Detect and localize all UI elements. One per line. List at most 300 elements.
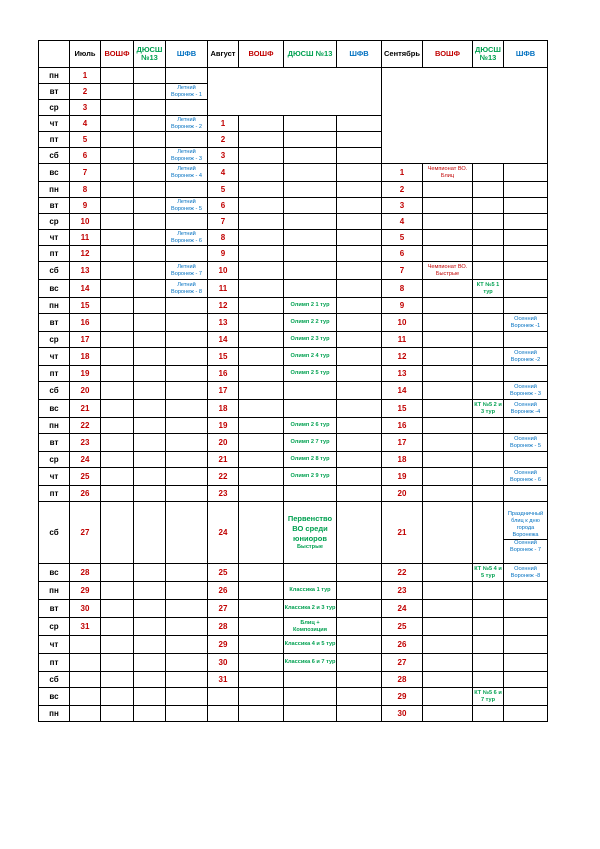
july-shfv-cell <box>166 400 208 418</box>
august-dyussh-cell <box>284 382 337 400</box>
weekday-cell: вт <box>39 198 70 214</box>
august-dyussh-cell <box>284 214 337 230</box>
july-vosh-cell <box>101 400 134 418</box>
september-vosh-cell <box>423 564 473 582</box>
september-dyussh-cell: КТ №5 1 тур <box>473 280 504 298</box>
august-day <box>208 688 239 706</box>
september-shfv-cell <box>504 706 548 722</box>
july-vosh-cell <box>101 280 134 298</box>
august-shfv-cell <box>337 564 382 582</box>
september-dyussh-cell <box>473 314 504 332</box>
weekday-cell: пт <box>39 366 70 382</box>
july-day: 11 <box>70 230 101 246</box>
july-dyussh-cell <box>134 706 166 722</box>
weekday-cell: чт <box>39 636 70 654</box>
august-shfv-cell <box>337 280 382 298</box>
schedule-table <box>38 40 548 722</box>
weekday-cell: пн <box>39 582 70 600</box>
july-vosh-cell <box>101 636 134 654</box>
weekday-cell: чт <box>39 116 70 132</box>
august-shfv-cell <box>337 618 382 636</box>
august-vosh-cell <box>239 214 284 230</box>
weekday-cell: пн <box>39 68 70 84</box>
table-row <box>39 164 548 182</box>
july-dyussh-cell <box>134 214 166 230</box>
july-shfv-cell <box>166 502 208 564</box>
july-day: 10 <box>70 214 101 230</box>
august-day: 29 <box>208 636 239 654</box>
september-day: 30 <box>382 706 423 722</box>
september-shfv-cell <box>504 366 548 382</box>
september-dyussh-cell <box>473 230 504 246</box>
july-shfv-cell <box>166 382 208 400</box>
august-shfv-cell <box>337 262 382 280</box>
september-day: 5 <box>382 230 423 246</box>
july-shfv-cell <box>166 298 208 314</box>
july-vosh-cell <box>101 262 134 280</box>
august-shfv-cell <box>337 400 382 418</box>
july-vosh-cell <box>101 246 134 262</box>
september-shfv-cell <box>504 582 548 600</box>
july-shfv-cell: Летний Воронеж - 3 <box>166 148 208 164</box>
september-dyussh-cell <box>473 182 504 198</box>
july-day: 14 <box>70 280 101 298</box>
august-shfv-cell <box>337 502 382 564</box>
august-day: 31 <box>208 672 239 688</box>
september-vosh-cell <box>423 672 473 688</box>
weekday-cell: вс <box>39 564 70 582</box>
september-shfv-cell: Осенний Воронеж - 5 <box>504 434 548 452</box>
september-day: 10 <box>382 314 423 332</box>
july-day: 18 <box>70 348 101 366</box>
september-day: 6 <box>382 246 423 262</box>
august-shfv-cell <box>337 198 382 214</box>
table-row <box>39 706 548 722</box>
july-day: 22 <box>70 418 101 434</box>
header-july-vosh: ВОШФ <box>101 41 134 68</box>
august-dyussh-cell: Классика 4 и 5 тур <box>284 636 337 654</box>
august-shfv-cell <box>337 636 382 654</box>
weekday-cell: сб <box>39 502 70 564</box>
weekday-cell: ср <box>39 332 70 348</box>
header-august-vosh: ВОШФ <box>239 41 284 68</box>
september-day: 1 <box>382 164 423 182</box>
july-shfv-cell <box>166 246 208 262</box>
july-dyussh-cell <box>134 434 166 452</box>
july-day <box>70 672 101 688</box>
weekday-cell: вс <box>39 400 70 418</box>
august-day: 9 <box>208 246 239 262</box>
september-shfv-cell <box>504 654 548 672</box>
august-day: 24 <box>208 502 239 564</box>
august-day: 22 <box>208 468 239 486</box>
august-shfv-cell <box>337 348 382 366</box>
september-shfv-cell <box>504 332 548 348</box>
july-day: 21 <box>70 400 101 418</box>
august-vosh-cell <box>239 654 284 672</box>
august-vosh-cell <box>239 582 284 600</box>
september-shfv-cell: Осенний Воронеж -2 <box>504 348 548 366</box>
august-vosh-cell <box>239 418 284 434</box>
september-vosh-cell <box>423 582 473 600</box>
september-day: 3 <box>382 198 423 214</box>
september-dyussh-cell <box>473 298 504 314</box>
july-dyussh-cell <box>134 654 166 672</box>
july-dyussh-cell <box>134 246 166 262</box>
weekday-cell: ср <box>39 452 70 468</box>
july-shfv-cell <box>166 332 208 348</box>
july-day: 19 <box>70 366 101 382</box>
weekday-cell: ср <box>39 618 70 636</box>
july-vosh-cell <box>101 68 134 84</box>
august-dyussh-cell: Олимп 2 7 тур <box>284 434 337 452</box>
table-row <box>39 332 548 348</box>
september-vosh-cell: Чемпионат ВО. Быстрые <box>423 262 473 280</box>
august-day: 25 <box>208 564 239 582</box>
weekday-cell: вт <box>39 434 70 452</box>
table-row <box>39 486 548 502</box>
july-vosh-cell <box>101 164 134 182</box>
august-vosh-cell <box>239 246 284 262</box>
august-day: 5 <box>208 182 239 198</box>
july-day: 5 <box>70 132 101 148</box>
august-vosh-cell <box>239 400 284 418</box>
september-shfv-cell <box>504 672 548 688</box>
september-dyussh-cell <box>473 636 504 654</box>
august-dyussh-cell: Блиц + Композиция <box>284 618 337 636</box>
weekday-cell: вт <box>39 314 70 332</box>
september-shfv-cell <box>504 618 548 636</box>
july-shfv-cell: Летний Воронеж - 1 <box>166 84 208 100</box>
july-vosh-cell <box>101 618 134 636</box>
july-day: 30 <box>70 600 101 618</box>
july-vosh-cell <box>101 486 134 502</box>
august-day: 19 <box>208 418 239 434</box>
july-shfv-cell <box>166 100 208 116</box>
table-row <box>39 636 548 654</box>
july-vosh-cell <box>101 182 134 198</box>
august-day <box>208 706 239 722</box>
july-vosh-cell <box>101 230 134 246</box>
july-dyussh-cell <box>134 672 166 688</box>
september-day: 24 <box>382 600 423 618</box>
august-shfv-cell <box>337 332 382 348</box>
july-shfv-cell <box>166 654 208 672</box>
september-dyussh-cell: КТ №5 6 и 7 тур <box>473 688 504 706</box>
august-dyussh-cell: Олимп 2 4 тур <box>284 348 337 366</box>
september-shfv-cell: Осенний Воронеж -4 <box>504 400 548 418</box>
table-row <box>39 468 548 486</box>
september-dyussh-cell <box>473 332 504 348</box>
july-day: 23 <box>70 434 101 452</box>
august-dyussh-cell <box>284 280 337 298</box>
august-shfv-cell <box>337 366 382 382</box>
august-vosh-cell <box>239 618 284 636</box>
july-vosh-cell <box>101 332 134 348</box>
july-day: 13 <box>70 262 101 280</box>
september-dyussh-cell <box>473 672 504 688</box>
july-dyussh-cell <box>134 382 166 400</box>
august-day: 8 <box>208 230 239 246</box>
table-row <box>39 672 548 688</box>
july-day: 12 <box>70 246 101 262</box>
august-vosh-cell <box>239 434 284 452</box>
august-vosh-cell <box>239 452 284 468</box>
august-shfv-cell <box>337 706 382 722</box>
september-vosh-cell <box>423 452 473 468</box>
september-vosh-cell <box>423 366 473 382</box>
header-july-dyussh: ДЮСШ №13 <box>134 41 166 68</box>
junior-championship-title: Первенство ВО среди юниоров <box>287 514 333 543</box>
july-dyussh-cell <box>134 636 166 654</box>
august-shfv-cell <box>337 314 382 332</box>
august-day: 21 <box>208 452 239 468</box>
september-vosh-cell <box>423 314 473 332</box>
july-shfv-cell <box>166 418 208 434</box>
table-row <box>39 452 548 468</box>
july-vosh-cell <box>101 84 134 100</box>
july-dyussh-cell <box>134 332 166 348</box>
september-shfv-cell: Осенний Воронеж - 3 <box>504 382 548 400</box>
weekday-cell: сб <box>39 672 70 688</box>
august-dyussh-cell: Классика 6 и 7 тур <box>284 654 337 672</box>
september-vosh-cell <box>423 486 473 502</box>
autumn-voronezh-event: Осенний Воронеж - 7 <box>509 540 542 554</box>
september-dyussh-cell <box>473 706 504 722</box>
september-day: 17 <box>382 434 423 452</box>
september-dyussh-cell <box>473 164 504 182</box>
july-shfv-cell <box>166 68 208 84</box>
july-dyussh-cell <box>134 418 166 434</box>
september-vosh-cell <box>423 400 473 418</box>
august-day: 13 <box>208 314 239 332</box>
july-shfv-cell <box>166 486 208 502</box>
table-row <box>39 214 548 230</box>
august-day: 15 <box>208 348 239 366</box>
july-dyussh-cell <box>134 198 166 214</box>
august-vosh-cell <box>239 688 284 706</box>
july-day: 8 <box>70 182 101 198</box>
september-shfv-cell <box>504 280 548 298</box>
august-dyussh-cell: Олимп 2 6 тур <box>284 418 337 434</box>
august-vosh-cell <box>239 366 284 382</box>
weekday-cell: сб <box>39 262 70 280</box>
august-shfv-cell <box>337 148 382 164</box>
september-vosh-cell <box>423 706 473 722</box>
july-shfv-cell: Летний Воронеж - 7 <box>166 262 208 280</box>
september-vosh-cell <box>423 654 473 672</box>
july-shfv-cell <box>166 706 208 722</box>
august-dyussh-cell <box>284 246 337 262</box>
september-empty-block <box>382 68 548 164</box>
august-shfv-cell <box>337 132 382 148</box>
september-shfv-cell <box>504 486 548 502</box>
august-day: 20 <box>208 434 239 452</box>
september-shfv-cell <box>504 452 548 468</box>
august-vosh-cell <box>239 314 284 332</box>
september-vosh-cell <box>423 298 473 314</box>
july-day: 24 <box>70 452 101 468</box>
september-day: 13 <box>382 366 423 382</box>
july-day: 7 <box>70 164 101 182</box>
july-dyussh-cell <box>134 564 166 582</box>
july-dyussh-cell <box>134 688 166 706</box>
july-shfv-cell <box>166 468 208 486</box>
august-shfv-cell <box>337 164 382 182</box>
august-day: 7 <box>208 214 239 230</box>
september-shfv-cell <box>504 418 548 434</box>
august-dyussh-cell <box>284 116 337 132</box>
september-dyussh-cell <box>473 366 504 382</box>
august-vosh-cell <box>239 116 284 132</box>
august-vosh-cell <box>239 706 284 722</box>
august-dyussh-cell <box>284 400 337 418</box>
august-vosh-cell <box>239 468 284 486</box>
july-vosh-cell <box>101 688 134 706</box>
september-shfv-cell <box>504 198 548 214</box>
august-vosh-cell <box>239 382 284 400</box>
september-vosh-cell <box>423 636 473 654</box>
table-row <box>39 564 548 582</box>
july-day: 6 <box>70 148 101 164</box>
august-vosh-cell <box>239 132 284 148</box>
september-day: 19 <box>382 468 423 486</box>
september-vosh-cell <box>423 280 473 298</box>
july-shfv-cell <box>166 314 208 332</box>
august-vosh-cell <box>239 600 284 618</box>
weekday-cell: пт <box>39 486 70 502</box>
july-day: 25 <box>70 468 101 486</box>
july-dyussh-cell <box>134 600 166 618</box>
september-day: 23 <box>382 582 423 600</box>
september-day: 4 <box>382 214 423 230</box>
august-shfv-cell <box>337 214 382 230</box>
august-dyussh-cell <box>284 486 337 502</box>
september-vosh-cell <box>423 332 473 348</box>
july-dyussh-cell <box>134 68 166 84</box>
july-shfv-cell <box>166 618 208 636</box>
table-row <box>39 382 548 400</box>
weekday-cell: вс <box>39 688 70 706</box>
august-vosh-cell <box>239 148 284 164</box>
table-row <box>39 68 548 84</box>
september-vosh-cell <box>423 382 473 400</box>
august-dyussh-cell <box>284 198 337 214</box>
july-dyussh-cell <box>134 132 166 148</box>
table-row <box>39 502 548 564</box>
september-shfv-cell: Осенний Воронеж -1 <box>504 314 548 332</box>
august-vosh-cell <box>239 636 284 654</box>
august-dyussh-cell <box>284 672 337 688</box>
august-shfv-cell <box>337 688 382 706</box>
july-dyussh-cell <box>134 400 166 418</box>
september-day: 15 <box>382 400 423 418</box>
august-vosh-cell <box>239 332 284 348</box>
september-dyussh-cell <box>473 382 504 400</box>
header-september: Сентябрь <box>382 41 423 68</box>
september-dyussh-cell <box>473 582 504 600</box>
september-day: 22 <box>382 564 423 582</box>
september-vosh-cell <box>423 618 473 636</box>
august-dyussh-cell <box>284 262 337 280</box>
august-dyussh-cell: Классика 1 тур <box>284 582 337 600</box>
july-dyussh-cell <box>134 486 166 502</box>
header-september-shfv: ШФВ <box>504 41 548 68</box>
august-day: 30 <box>208 654 239 672</box>
august-vosh-cell <box>239 348 284 366</box>
july-day: 31 <box>70 618 101 636</box>
august-shfv-cell <box>337 418 382 434</box>
july-vosh-cell <box>101 198 134 214</box>
september-dyussh-cell <box>473 618 504 636</box>
september-day: 16 <box>382 418 423 434</box>
august-dyussh-cell <box>284 688 337 706</box>
august-day: 14 <box>208 332 239 348</box>
july-dyussh-cell <box>134 100 166 116</box>
july-shfv-cell <box>166 600 208 618</box>
july-day: 2 <box>70 84 101 100</box>
august-day: 26 <box>208 582 239 600</box>
august-vosh-cell <box>239 262 284 280</box>
august-dyussh-cell <box>284 132 337 148</box>
july-dyussh-cell <box>134 618 166 636</box>
july-day: 4 <box>70 116 101 132</box>
august-day: 1 <box>208 116 239 132</box>
august-vosh-cell <box>239 486 284 502</box>
july-dyussh-cell <box>134 502 166 564</box>
july-day: 27 <box>70 502 101 564</box>
august-day: 23 <box>208 486 239 502</box>
weekday-cell: чт <box>39 348 70 366</box>
august-day: 4 <box>208 164 239 182</box>
september-dyussh-cell <box>473 600 504 618</box>
july-vosh-cell <box>101 348 134 366</box>
august-dyussh-cell: Олимп 2 2 тур <box>284 314 337 332</box>
august-day: 17 <box>208 382 239 400</box>
september-day: 18 <box>382 452 423 468</box>
august-dyussh-cell <box>284 164 337 182</box>
table-row <box>39 182 548 198</box>
august-shfv-cell <box>337 486 382 502</box>
july-day <box>70 654 101 672</box>
july-dyussh-cell <box>134 262 166 280</box>
september-day: 28 <box>382 672 423 688</box>
july-shfv-cell <box>166 452 208 468</box>
junior-championship-subtitle: Быстрые <box>297 543 323 550</box>
table-row <box>39 314 548 332</box>
table-row <box>39 654 548 672</box>
september-vosh-cell <box>423 600 473 618</box>
july-day: 29 <box>70 582 101 600</box>
july-shfv-cell <box>166 348 208 366</box>
september-dyussh-cell <box>473 434 504 452</box>
table-row <box>39 366 548 382</box>
july-shfv-cell <box>166 182 208 198</box>
august-vosh-cell <box>239 164 284 182</box>
header-september-dyussh: ДЮСШ №13 <box>473 41 504 68</box>
july-shfv-cell <box>166 582 208 600</box>
weekday-cell: ср <box>39 214 70 230</box>
september-vosh-cell <box>423 198 473 214</box>
july-dyussh-cell <box>134 452 166 468</box>
september-vosh-cell <box>423 418 473 434</box>
september-day: 14 <box>382 382 423 400</box>
july-vosh-cell <box>101 148 134 164</box>
july-vosh-cell <box>101 706 134 722</box>
july-vosh-cell <box>101 452 134 468</box>
weekday-cell: пн <box>39 182 70 198</box>
table-row <box>39 262 548 280</box>
